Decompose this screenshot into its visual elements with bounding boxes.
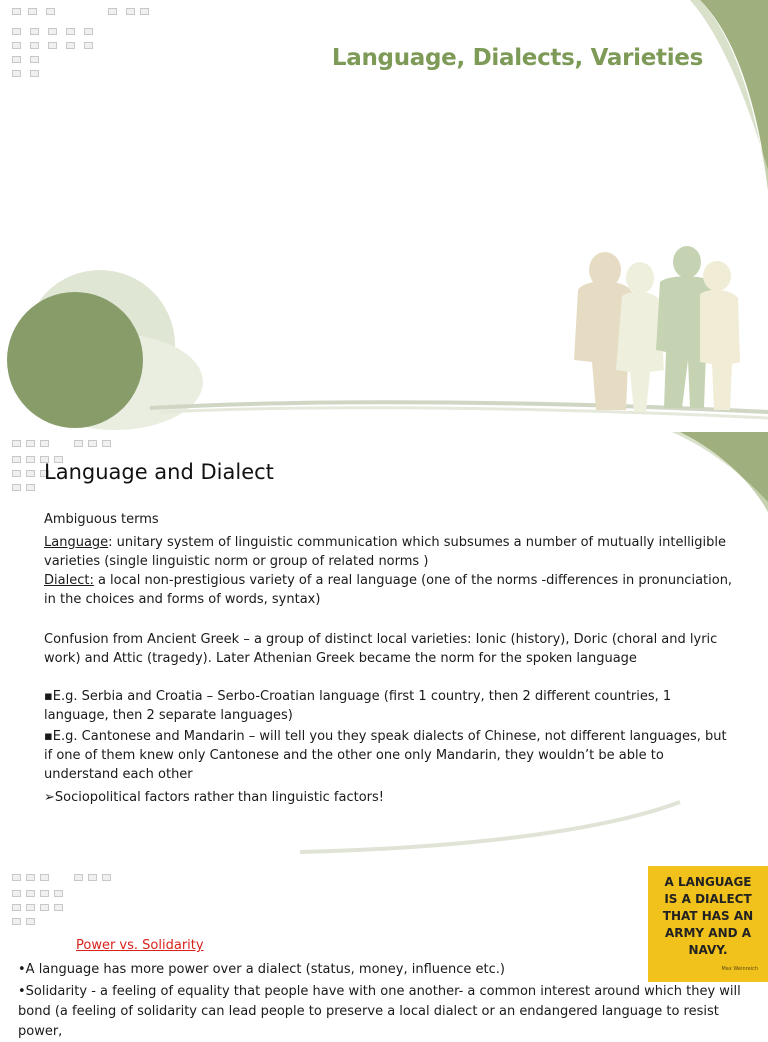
intro-text: Ambiguous terms bbox=[44, 512, 159, 527]
slide-body bbox=[44, 510, 734, 807]
example-cantonese-mandarin: ▪E.g. Cantonese and Mandarin – will tell you they speak dialects of Chinese, not different languages, but if one of them knew only Cantonese and the other one only Mandarin, they wouldn’t be able to understand each other bbox=[44, 729, 727, 782]
quote-author: Max Weinreich bbox=[721, 966, 758, 972]
section-heading: Power vs. Solidarity bbox=[76, 938, 204, 953]
dialect-definition bbox=[44, 571, 734, 609]
quote-text: A LANGUAGE IS A DIALECT THAT HAS AN ARMY AND A NAVY. bbox=[662, 875, 754, 957]
example-serbo-croatian: ▪E.g. Serbia and Croatia – Serbo-Croatian language (first 1 country, then 2 different countries, 1 language, then 2 separate languages) bbox=[44, 689, 672, 723]
language-definition bbox=[44, 533, 734, 571]
slide-language-dialect bbox=[0, 432, 768, 864]
dialect-def-text: a local non-prestigious variety of a real language (one of the norms -differences in pronunciation, in the choices and forms of words, syntax) bbox=[44, 573, 733, 607]
slide-power-solidarity bbox=[0, 864, 768, 1039]
bullet-power: •A language has more power over a dialect (status, money, influence etc.) bbox=[18, 962, 505, 977]
people-silhouette bbox=[574, 246, 740, 412]
conclusion-text: ➢Sociopolitical factors rather than linguistic factors! bbox=[44, 790, 384, 805]
confusion-text: Confusion from Ancient Greek – a group of distinct local varieties: Ionic (history), Doric (choral and lyric work) and Attic (tragedy). Later Athenian Greek became the norm for the spoken language bbox=[44, 632, 718, 666]
bullet-solidarity: •Solidarity - a feeling of equality that people have with one another- a common interest around which they will bond (a feeling of solidarity can lead people to preserve a local dialect or an endangered language to resist power, bbox=[18, 984, 741, 1039]
circle-dark bbox=[7, 292, 143, 428]
corner-swoosh bbox=[700, 0, 768, 190]
slide-title bbox=[0, 0, 768, 432]
dialect-term: Dialect: bbox=[44, 573, 94, 588]
slide-body bbox=[18, 960, 766, 1042]
language-def-text: : unitary system of linguistic communication which subsumes a number of mutually intelligible varieties (single linguistic norm or group of related norms ) bbox=[44, 535, 727, 569]
slide-title-text: Language, Dialects, Varieties bbox=[331, 45, 703, 71]
language-term: Language bbox=[44, 535, 109, 550]
slide-title-text: Language and Dialect bbox=[44, 460, 274, 484]
